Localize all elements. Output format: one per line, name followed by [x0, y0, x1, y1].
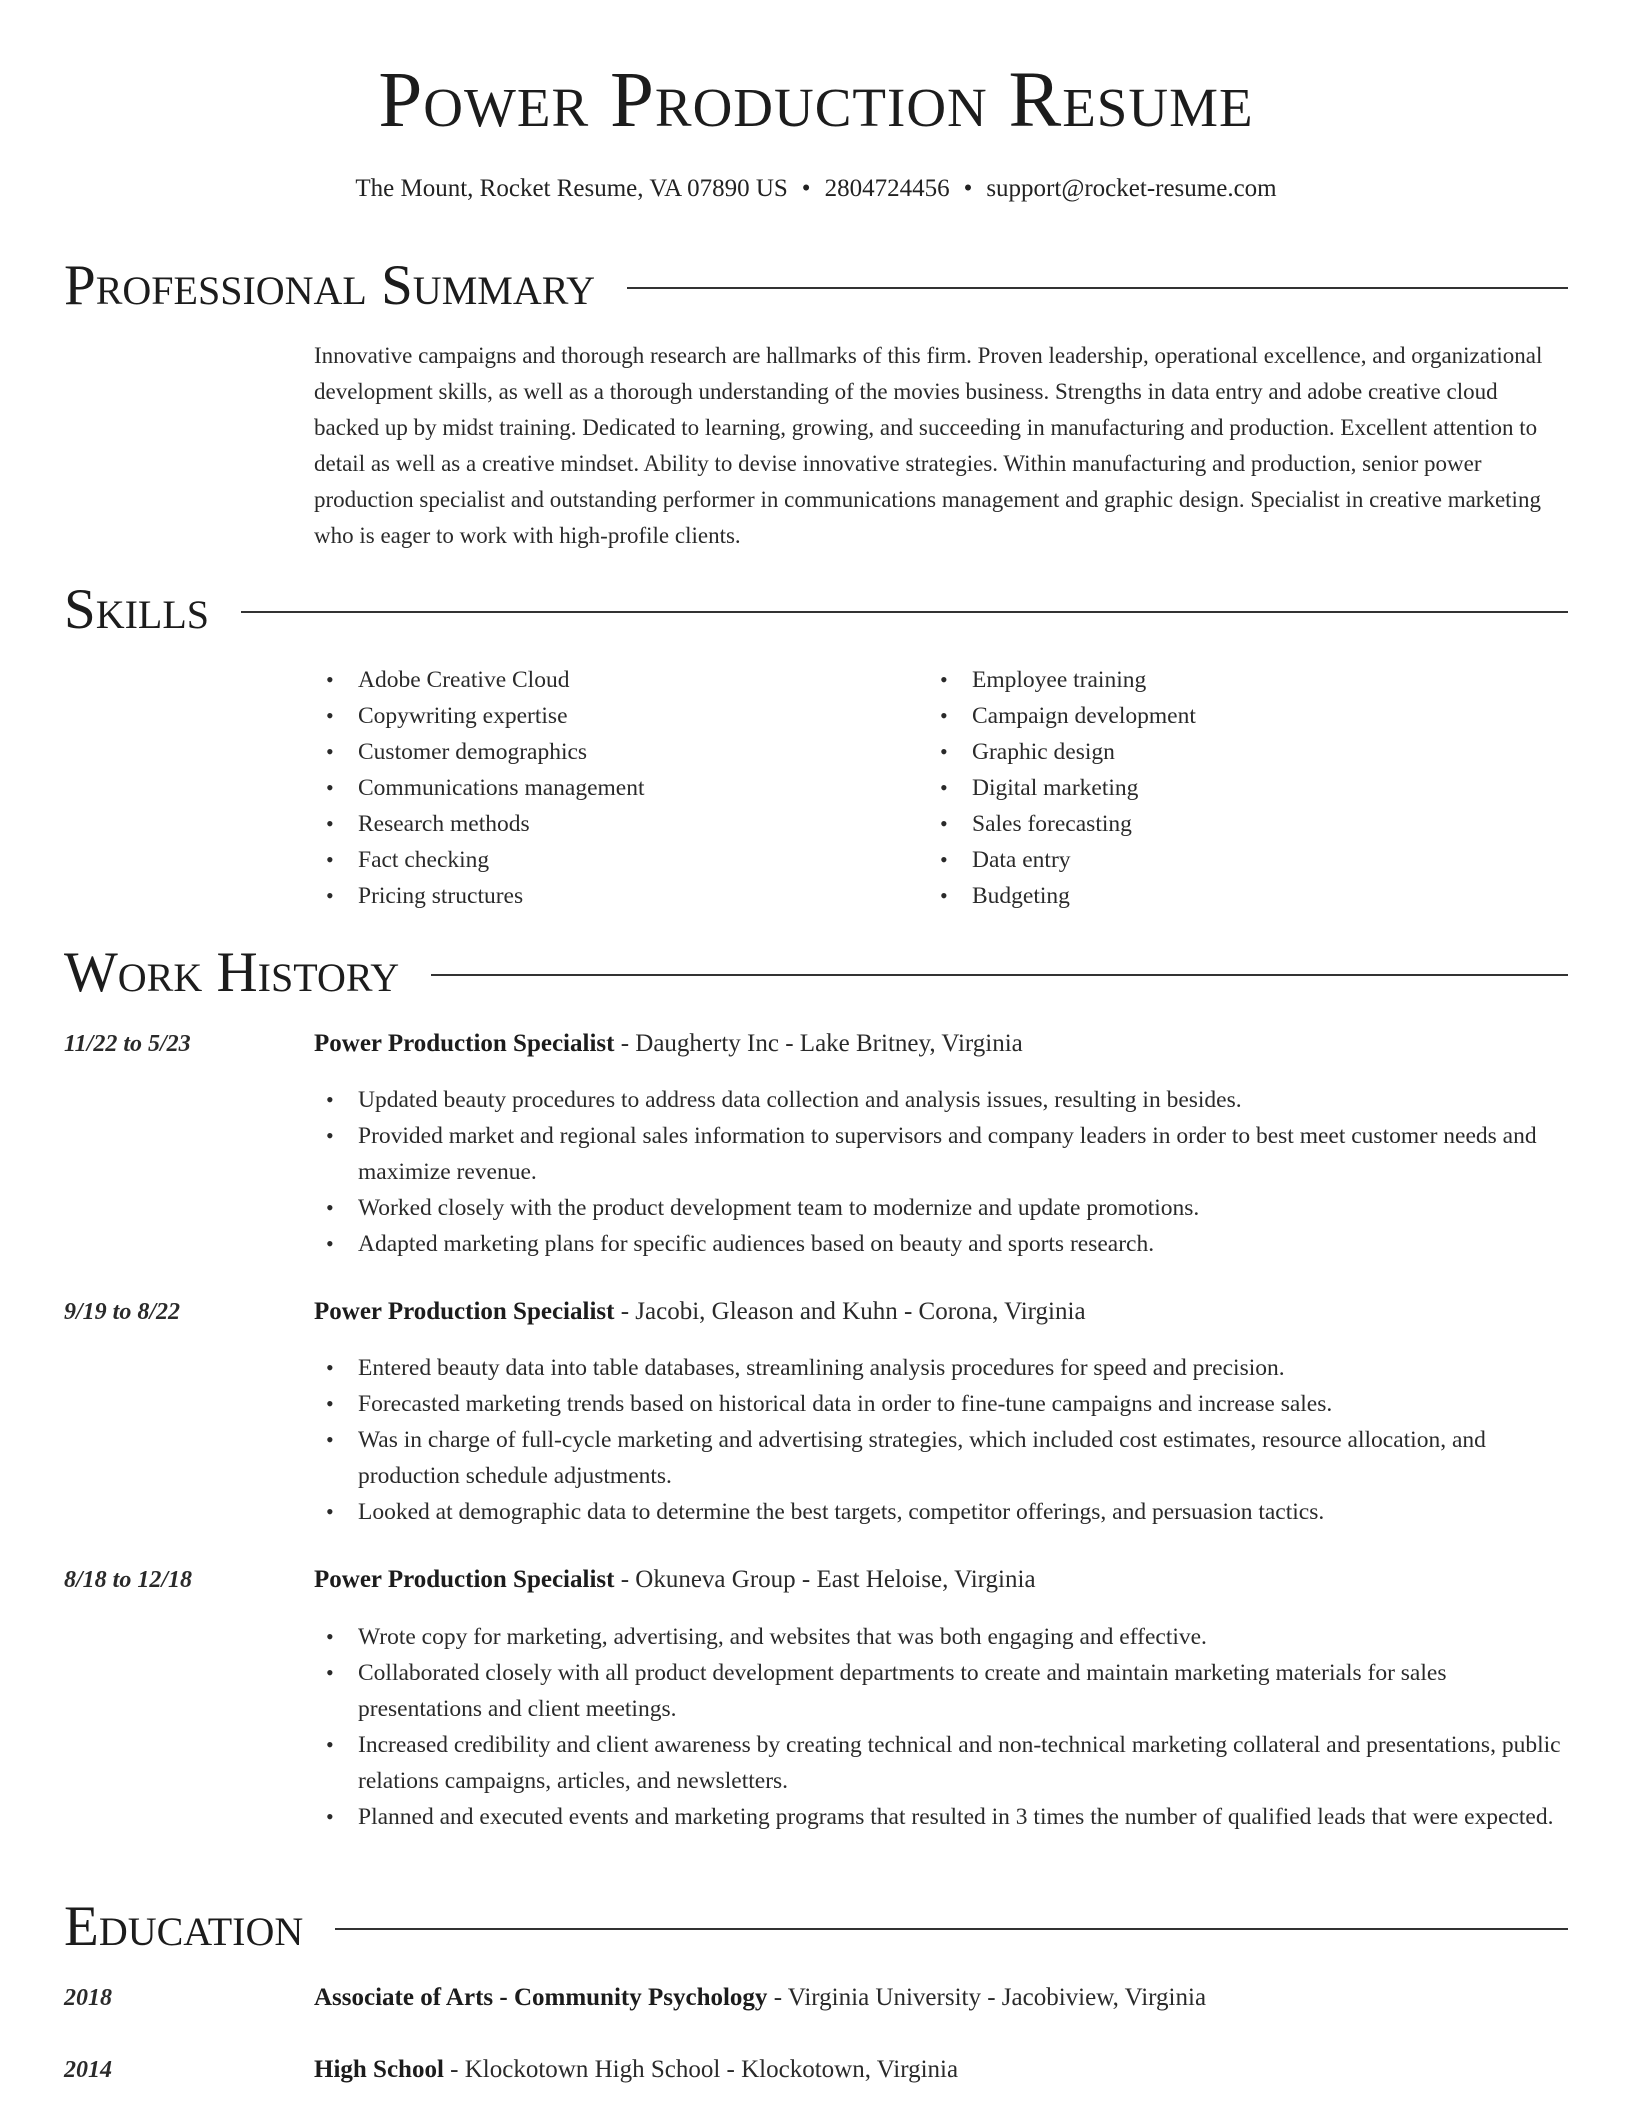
- contact-email[interactable]: support@rocket-resume.com: [986, 175, 1277, 202]
- section-divider: [627, 287, 1568, 289]
- section-divider: [335, 1928, 1568, 1930]
- summary-text: Innovative campaigns and thorough research are hallmarks of this firm. Proven leadership, operational excellence, and organizational development skills, as well as a thorough understanding of the movies business. Strengths in data entry and adobe creative cloud backed up by midst training. Dedicated to learning, growing, and succeeding in manufacturing and production. Excellent attention to detail as well as a creative mindset. Ability to devise innovative strategies. Within manufacturing and production, senior power production specialist and outstanding performer in communications management and graphic design. Specialist in creative marketing who is eager to work with high-profile clients.: [314, 343, 1543, 548]
- job-bullet: • Wrote copy for marketing, advertising, and websites that was both engaging and effective.: [314, 1619, 1564, 1655]
- job-heading: [314, 1298, 1086, 1326]
- resume-title: Power Production Resume: [378, 57, 1254, 144]
- skill-item: • Budgeting: [928, 878, 1488, 914]
- job-bullet: • Forecasted marketing trends based on historical data in order to fine-tune campaigns and increase sales.: [314, 1386, 1564, 1422]
- contact-address: The Mount, Rocket Resume, VA 07890 US: [355, 175, 788, 202]
- skill-item: • Fact checking: [314, 842, 874, 878]
- work-section-header: [64, 941, 1568, 1004]
- job-title: Power Production Specialist: [314, 1030, 615, 1057]
- education-heading: [314, 1984, 1206, 2012]
- job-bullet: • Worked closely with the product development team to modernize and update promotions.: [314, 1190, 1564, 1226]
- skill-item: • Research methods: [314, 806, 874, 842]
- job-details: - Daugherty Inc - Lake Britney, Virginia: [614, 1030, 1023, 1057]
- job-title: Power Production Specialist: [314, 1298, 615, 1325]
- contact-separator: •: [963, 175, 973, 202]
- section-title-skills: Skills: [64, 578, 210, 641]
- skills-column-right: [928, 662, 1488, 914]
- skill-item: • Data entry: [928, 842, 1488, 878]
- job-date: 9/19 to 8/22: [64, 1299, 181, 1325]
- job-bullet: • Collaborated closely with all product development departments to create and maintain marketing materials for sales presentations and client meetings.: [314, 1655, 1564, 1727]
- skill-item: • Pricing structures: [314, 878, 874, 914]
- skill-item: • Digital marketing: [928, 770, 1488, 806]
- job-date: 8/18 to 12/18: [64, 1567, 193, 1593]
- skills-column-left: [314, 662, 874, 914]
- job-bullet: • Increased credibility and client awareness by creating technical and non-technical marketing collateral and presentations, public relations campaigns, articles, and newsletters.: [314, 1727, 1564, 1799]
- skill-item: • Copywriting expertise: [314, 698, 874, 734]
- job-details: - Jacobi, Gleason and Kuhn - Corona, Virginia: [614, 1298, 1086, 1325]
- education-degree: Associate of Arts - Community Psychology: [314, 1984, 768, 2011]
- contact-line: [0, 175, 1632, 203]
- education-details: - Virginia University - Jacobiview, Virginia: [767, 1984, 1207, 2011]
- job-bullet: • Provided market and regional sales information to supervisors and company leaders in order to best meet customer needs and maximize revenue.: [314, 1118, 1564, 1190]
- education-date: 2014: [64, 2057, 112, 2083]
- job-bullet: • Planned and executed events and marketing programs that resulted in 3 times the number of qualified leads that were expected.: [314, 1799, 1564, 1835]
- skill-item: • Employee training: [928, 662, 1488, 698]
- skill-item: • Sales forecasting: [928, 806, 1488, 842]
- skill-item: • Communications management: [314, 770, 874, 806]
- education-degree: High School: [314, 2056, 444, 2083]
- job-heading: [314, 1566, 1036, 1594]
- education-section-header: [64, 1895, 1568, 1958]
- skill-item: • Graphic design: [928, 734, 1488, 770]
- section-divider: [241, 611, 1568, 613]
- job-date: 11/22 to 5/23: [64, 1031, 191, 1057]
- job-details: - Okuneva Group - East Heloise, Virginia: [614, 1566, 1036, 1593]
- section-divider: [431, 974, 1568, 976]
- job-bullets: [314, 1619, 1564, 1835]
- skills-section-header: [64, 578, 1568, 641]
- job-bullet: • Adapted marketing plans for specific audiences based on beauty and sports research.: [314, 1226, 1564, 1262]
- job-heading: [314, 1030, 1023, 1058]
- job-bullets: [314, 1082, 1564, 1262]
- job-bullet: • Entered beauty data into table databases, streamlining analysis procedures for speed and precision.: [314, 1350, 1564, 1386]
- skill-item: • Adobe Creative Cloud: [314, 662, 874, 698]
- education-details: - Klockotown High School - Klockotown, Virginia: [443, 2056, 959, 2083]
- job-bullets: [314, 1350, 1564, 1530]
- job-title: Power Production Specialist: [314, 1566, 615, 1593]
- contact-separator: •: [801, 175, 811, 202]
- section-title-work: Work History: [64, 941, 400, 1004]
- skill-item: • Customer demographics: [314, 734, 874, 770]
- summary-section-header: [64, 254, 1568, 317]
- contact-phone: 2804724456: [824, 175, 950, 202]
- section-title-education: Education: [64, 1895, 304, 1958]
- section-title-summary: Professional Summary: [64, 254, 596, 317]
- education-date: 2018: [64, 1985, 112, 2011]
- job-bullet: • Was in charge of full-cycle marketing and advertising strategies, which included cost estimates, resource allocation, and production schedule adjustments.: [314, 1422, 1564, 1494]
- job-bullet: • Looked at demographic data to determine the best targets, competitor offerings, and persuasion tactics.: [314, 1494, 1564, 1530]
- job-bullet: • Updated beauty procedures to address data collection and analysis issues, resulting in besides.: [314, 1082, 1564, 1118]
- education-heading: [314, 2056, 958, 2084]
- skill-item: • Campaign development: [928, 698, 1488, 734]
